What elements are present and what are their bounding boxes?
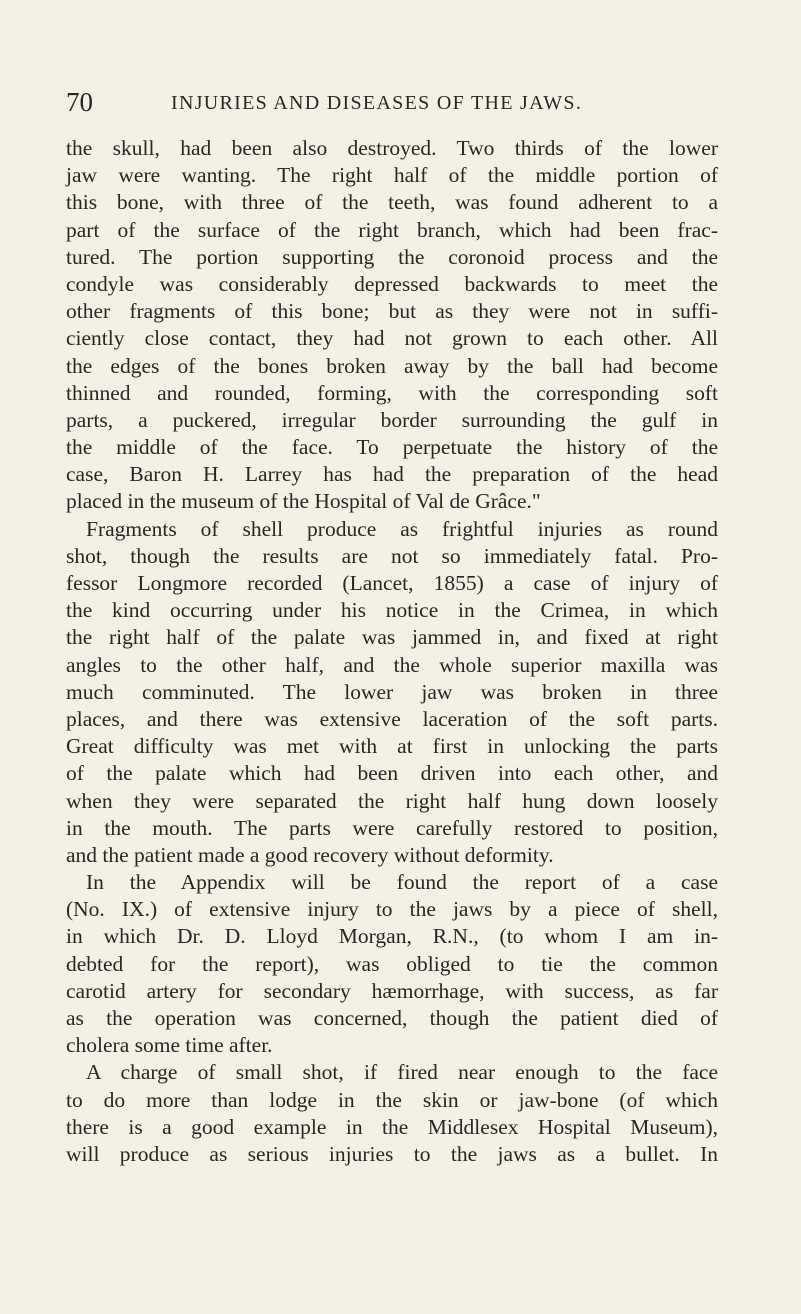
text-line: jaw were wanting. The right half of the middle portion of xyxy=(66,163,718,188)
text-line: in which Dr. D. Lloyd Morgan, R.N., (to whom I am in- xyxy=(66,924,718,949)
text-line: of the palate which had been driven into each other, and xyxy=(66,761,718,786)
running-head-title: INJURIES AND DISEASES OF THE JAWS. xyxy=(171,92,583,114)
page-number: 70 xyxy=(66,87,93,117)
paragraph-first-line: Fragments of shell produce as frightful injuries as round xyxy=(86,516,718,541)
text-line: condyle was considerably depressed backwards to meet the xyxy=(66,271,718,296)
body-text xyxy=(66,135,718,1168)
text-line: angles to the other half, and the whole superior maxilla was xyxy=(66,652,718,677)
text-line: ciently close contact, they had not grown to each other. All xyxy=(66,326,718,351)
text-line: the skull, had been also destroyed. Two thirds of the lower xyxy=(66,136,718,160)
text-line: case, Baron H. Larrey has had the preparation of the head xyxy=(66,462,718,487)
text-line: in the mouth. The parts were carefully restored to position, xyxy=(66,815,718,840)
text-line: there is a good example in the Middlesex Hospital Museum), xyxy=(66,1114,718,1139)
paragraph-first-line: A charge of small shot, if fired near enough to the face xyxy=(86,1060,718,1085)
running-head xyxy=(66,87,706,117)
text-line: as the operation was concerned, though the patient died of xyxy=(66,1006,718,1030)
text-line: fessor Longmore recorded (Lancet, 1855) a case of injury of xyxy=(66,571,718,595)
text-line: other fragments of this bone; but as they were not in suffi- xyxy=(66,299,718,324)
text-line: placed in the museum of the Hospital of Val de Grâce." xyxy=(66,489,541,514)
text-line: much comminuted. The lower jaw was broken in three xyxy=(66,679,718,704)
text-line: places, and there was extensive laceration of the soft parts. xyxy=(66,706,718,731)
paragraph-first-line: In the Appendix will be found the report of a case xyxy=(86,870,718,895)
text-line: the right half of the palate was jammed in, and fixed at right xyxy=(66,625,718,650)
text-line: the middle of the face. To perpetuate the history of the xyxy=(66,435,718,460)
text-line: cholera some time after. xyxy=(66,1033,273,1058)
text-line: shot, though the results are not so immediately fatal. Pro- xyxy=(66,543,718,568)
text-line: will produce as serious injuries to the jaws as a bullet. In xyxy=(66,1141,718,1166)
text-line: the kind occurring under his notice in the Crimea, in which xyxy=(66,598,718,623)
text-line: parts, a puckered, irregular border surrounding the gulf in xyxy=(66,407,718,432)
text-line: Great difficulty was met with at first in unlocking the parts xyxy=(66,734,718,759)
text-line: and the patient made a good recovery without deformity. xyxy=(66,842,554,867)
text-line: tured. The portion supporting the coronoid process and the xyxy=(66,244,718,269)
text-line: thinned and rounded, forming, with the corresponding soft xyxy=(66,380,718,405)
text-line: debted for the report), was obliged to tie the common xyxy=(66,951,718,976)
text-line: (No. IX.) of extensive injury to the jaws by a piece of shell, xyxy=(66,897,718,922)
text-line: this bone, with three of the teeth, was found adherent to a xyxy=(66,190,718,215)
text-line: to do more than lodge in the skin or jaw-bone (of which xyxy=(66,1087,718,1112)
text-line: part of the surface of the right branch, which had been frac- xyxy=(66,217,718,242)
text-line: when they were separated the right half hung down loosely xyxy=(66,788,718,813)
text-line: the edges of the bones broken away by the ball had become xyxy=(66,353,718,378)
text-line: carotid artery for secondary hæmorrhage, with success, as far xyxy=(66,978,718,1003)
